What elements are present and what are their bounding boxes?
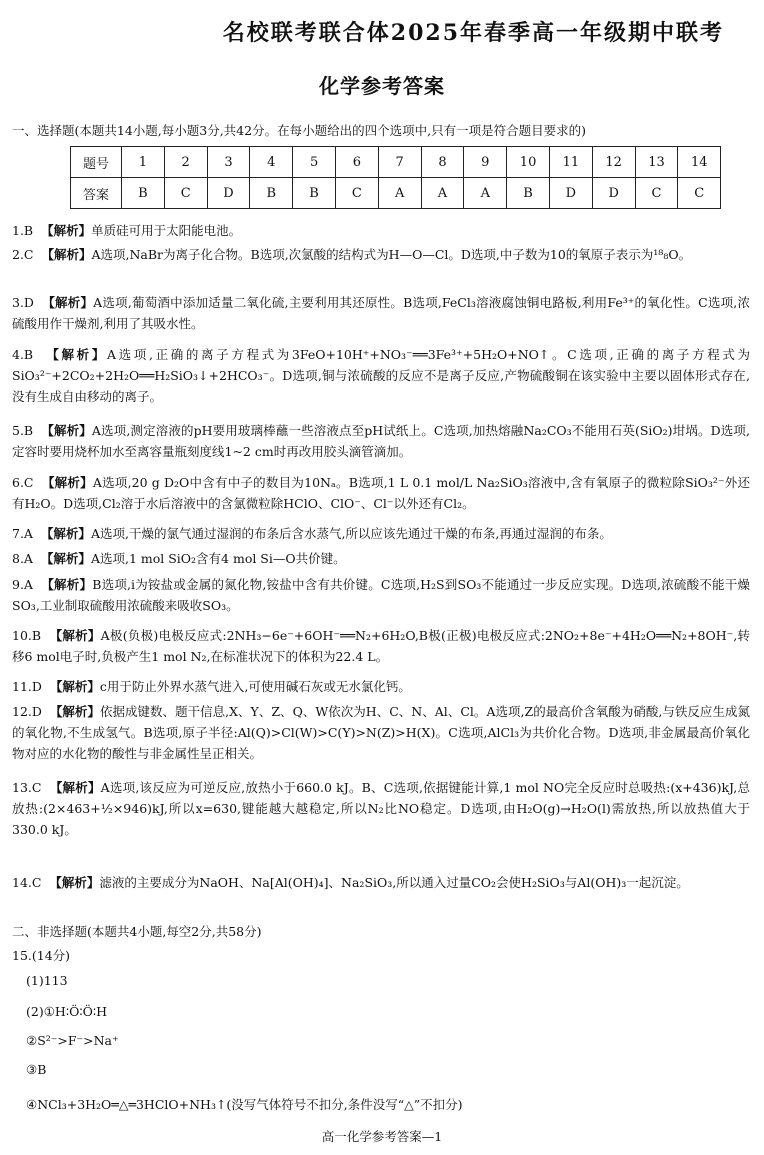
item-text: 滤液的主要成分为NaOH、Na[Al(OH)₄]、Na₂SiO₃,所以通入过量CO₂会使H₂SiO₃与Al(OH)₃一起沉淀。 bbox=[99, 875, 689, 890]
question-number-cell: 7 bbox=[378, 147, 421, 178]
answer-cell: C bbox=[164, 178, 207, 209]
page-footer: 高一化学参考答案—1 bbox=[321, 1129, 443, 1144]
item-text: 单质硅可用于太阳能电池。 bbox=[91, 223, 242, 238]
explanation-item bbox=[12, 676, 750, 697]
answer-cell: D bbox=[207, 178, 250, 209]
question-number-cell: 9 bbox=[464, 147, 507, 178]
explanation-item bbox=[12, 292, 750, 334]
question-number-cell: 10 bbox=[507, 147, 550, 178]
question-number-cell: 4 bbox=[250, 147, 293, 178]
item-text: A选项,正确的离子方程式为3FeO+10H⁺+NO₃⁻══3Fe³⁺+5H₂O+NO↑。C选项,正确的离子方程式为SiO₃²⁻+2CO₂+2H₂O══H₂SiO₃↓+2HCO₃⁻。D选项,铜与浓硫酸的反应不是离子反应,产物硫酸铜在该实验中主要以固体形式存在,没有生成自由移动的离子。 bbox=[12, 347, 750, 404]
q15-answer-3: ②S²⁻>F⁻>Na⁺ bbox=[26, 1033, 119, 1048]
item-tag: 【解析】 bbox=[40, 551, 91, 566]
answer-cell: A bbox=[464, 178, 507, 209]
item-text: A选项,1 mol SiO₂含有4 mol Si—O共价键。 bbox=[90, 551, 346, 566]
answer-cell: B bbox=[293, 178, 336, 209]
table-row-label: 题号 bbox=[71, 147, 122, 178]
question-number-cell: 14 bbox=[678, 147, 721, 178]
item-text: A选项,20 g D₂O中含有中子的数目为10Nₐ。B选项,1 L 0.1 mol/L Na₂SiO₃溶液中,含有氧原子的微粒除SiO₃²⁻外还有H₂O。D选项,Cl₂溶于水后溶液中的含氯微粒除HClO、ClO⁻、Cl⁻以外还有Cl₂。 bbox=[12, 475, 750, 511]
section1-heading: 一、选择题(本题共14小题,每小题3分,共42分。在每小题给出的四个选项中,只有一项是符合题目要求的) bbox=[12, 123, 586, 138]
question-number-cell: 13 bbox=[635, 147, 678, 178]
item-text: 依据成键数、题干信息,X、Y、Z、Q、W依次为H、C、N、Al、Cl。A选项,Z的最高价含氧酸为硝酸,与铁反应生成氮的氧化物,不生成氢气。B选项,原子半径:Al(Q)>Cl(W)>C(Y)>N(Z)>H(X)。C选项,AlCl₃为共价化合物。D选项,非金属最高价氧化物对应的水化物的酸性与非金属性呈正相关。 bbox=[12, 704, 750, 761]
item-number: 14.C bbox=[12, 875, 42, 890]
question-number-cell: 8 bbox=[421, 147, 464, 178]
item-text: A选项,葡萄酒中添加适量二氧化硫,主要利用其还原性。B选项,FeCl₃溶液腐蚀铜电路板,利用Fe³⁺的氧化性。C选项,浓硫酸用作干燥剂,利用了其吸水性。 bbox=[12, 295, 750, 331]
item-tag: 【解析】 bbox=[41, 577, 93, 592]
item-text: B选项,i为铵盐或金属的氮化物,铵盐中含有共价键。C选项,H₂S到SO₃不能通过一步反应实现。D选项,浓硫酸不能干燥SO₃,工业制取硫酸用浓硫酸来吸收SO₃。 bbox=[12, 577, 750, 613]
item-number: 13.C bbox=[12, 780, 42, 795]
exam-header-title: 名校联考联合体2025年春季高一年级期中联考 bbox=[222, 20, 724, 46]
q15-answer-4: ③B bbox=[26, 1062, 47, 1077]
answer-cell: D bbox=[549, 178, 592, 209]
question-15-heading: 15.(14分) bbox=[12, 948, 71, 963]
explanation-item bbox=[12, 548, 750, 569]
item-tag: 【解析】 bbox=[41, 247, 92, 262]
explanation-item bbox=[12, 574, 750, 616]
explanation-item bbox=[12, 872, 750, 893]
answer-table-answer-row bbox=[71, 178, 721, 209]
explanation-item bbox=[12, 344, 750, 407]
explanation-item bbox=[12, 420, 750, 462]
document-title: 化学参考答案 bbox=[319, 74, 445, 98]
table-row-label: 答案 bbox=[71, 178, 122, 209]
explanation-item bbox=[12, 472, 750, 514]
item-number: 8.A bbox=[12, 551, 33, 566]
item-tag: 【解析】 bbox=[49, 679, 100, 694]
item-text: A选项,干燥的氯气通过湿润的布条后含水蒸气,所以应该先通过干燥的布条,再通过湿润的布条。 bbox=[90, 526, 612, 541]
item-tag: 【解析】 bbox=[46, 347, 107, 362]
answer-cell: C bbox=[335, 178, 378, 209]
question-number-cell: 2 bbox=[164, 147, 207, 178]
item-tag: 【解析】 bbox=[41, 223, 92, 238]
q15-answer-2: (2)①H∶Ö∶Ö∶H bbox=[26, 1004, 107, 1019]
item-number: 3.D bbox=[12, 295, 34, 310]
item-tag: 【解析】 bbox=[49, 704, 100, 719]
explanation-item bbox=[12, 244, 750, 265]
question-number-cell: 6 bbox=[335, 147, 378, 178]
explanation-item bbox=[12, 777, 750, 840]
answer-table bbox=[70, 146, 721, 209]
item-number: 7.A bbox=[12, 526, 33, 541]
q15-answer-5: ④NCl₃+3H₂O═△═3HClO+NH₃↑(没写气体符号不扣分,条件没写“△”不扣分) bbox=[26, 1097, 463, 1112]
item-number: 9.A bbox=[12, 577, 33, 592]
section2-heading: 二、非选择题(本题共4小题,每空2分,共58分) bbox=[12, 924, 262, 939]
answer-cell: B bbox=[507, 178, 550, 209]
question-number-cell: 12 bbox=[592, 147, 635, 178]
item-tag: 【解析】 bbox=[41, 423, 92, 438]
answer-cell: C bbox=[635, 178, 678, 209]
answer-cell: B bbox=[122, 178, 165, 209]
explanation-item bbox=[12, 625, 750, 667]
answer-cell: A bbox=[421, 178, 464, 209]
item-text: A选项,测定溶液的pH要用玻璃棒蘸一些溶液点至pH试纸上。C选项,加热熔融Na₂CO₃不能用石英(SiO₂)坩埚。D选项,定容时要用烧杯加水至离容量瓶刻度线1~2 cm时再改用胶头滴管滴加。 bbox=[12, 423, 750, 459]
item-tag: 【解析】 bbox=[49, 780, 101, 795]
q15-answer-1: (1)113 bbox=[26, 973, 68, 988]
item-number: 10.B bbox=[12, 628, 42, 643]
question-number-cell: 3 bbox=[207, 147, 250, 178]
item-text: A极(负极)电极反应式:2NH₃−6e⁻+6OH⁻══N₂+6H₂O,B极(正极)电极反应式:2NO₂+8e⁻+4H₂O══N₂+8OH⁻,转移6 mol电子时,负极产生1 mol N₂,在标准状况下的体积为22.4 L。 bbox=[12, 628, 750, 664]
explanation-item bbox=[12, 523, 750, 544]
answer-cell: D bbox=[592, 178, 635, 209]
item-tag: 【解析】 bbox=[41, 475, 93, 490]
item-number: 12.D bbox=[12, 704, 42, 719]
item-number: 11.D bbox=[12, 679, 42, 694]
explanation-item bbox=[12, 701, 750, 764]
question-number-cell: 11 bbox=[549, 147, 592, 178]
item-tag: 【解析】 bbox=[49, 628, 101, 643]
item-tag: 【解析】 bbox=[49, 875, 100, 890]
item-tag: 【解析】 bbox=[42, 295, 94, 310]
question-number-cell: 1 bbox=[122, 147, 165, 178]
explanation-item bbox=[12, 220, 750, 241]
item-text: A选项,NaBr为离子化合物。B选项,次氯酸的结构式为H—O—Cl。D选项,中子数为10的氧原子表示为¹⁸₈O。 bbox=[91, 247, 692, 262]
item-tag: 【解析】 bbox=[40, 526, 91, 541]
item-number: 2.C bbox=[12, 247, 34, 262]
answer-cell: A bbox=[378, 178, 421, 209]
question-number-cell: 5 bbox=[293, 147, 336, 178]
item-number: 6.C bbox=[12, 475, 34, 490]
item-number: 4.B bbox=[12, 347, 34, 362]
answer-cell: B bbox=[250, 178, 293, 209]
item-text: A选项,该反应为可逆反应,放热小于660.0 kJ。B、C选项,依据键能计算,1 mol NO完全反应时总吸热:(x+436)kJ,总放热:(2×463+½×946)kJ,所以x=630,键能越大越稳定,所以N₂比NO稳定。D选项,由H₂O(g)→H₂O(l)需放热,所以放热值大于330.0 kJ。 bbox=[12, 780, 750, 837]
item-text: c用于防止外界水蒸气进入,可使用碱石灰或无水氯化钙。 bbox=[99, 679, 411, 694]
item-number: 5.B bbox=[12, 423, 34, 438]
answer-table-number-row bbox=[71, 147, 721, 178]
item-number: 1.B bbox=[12, 223, 34, 238]
answer-cell: C bbox=[678, 178, 721, 209]
